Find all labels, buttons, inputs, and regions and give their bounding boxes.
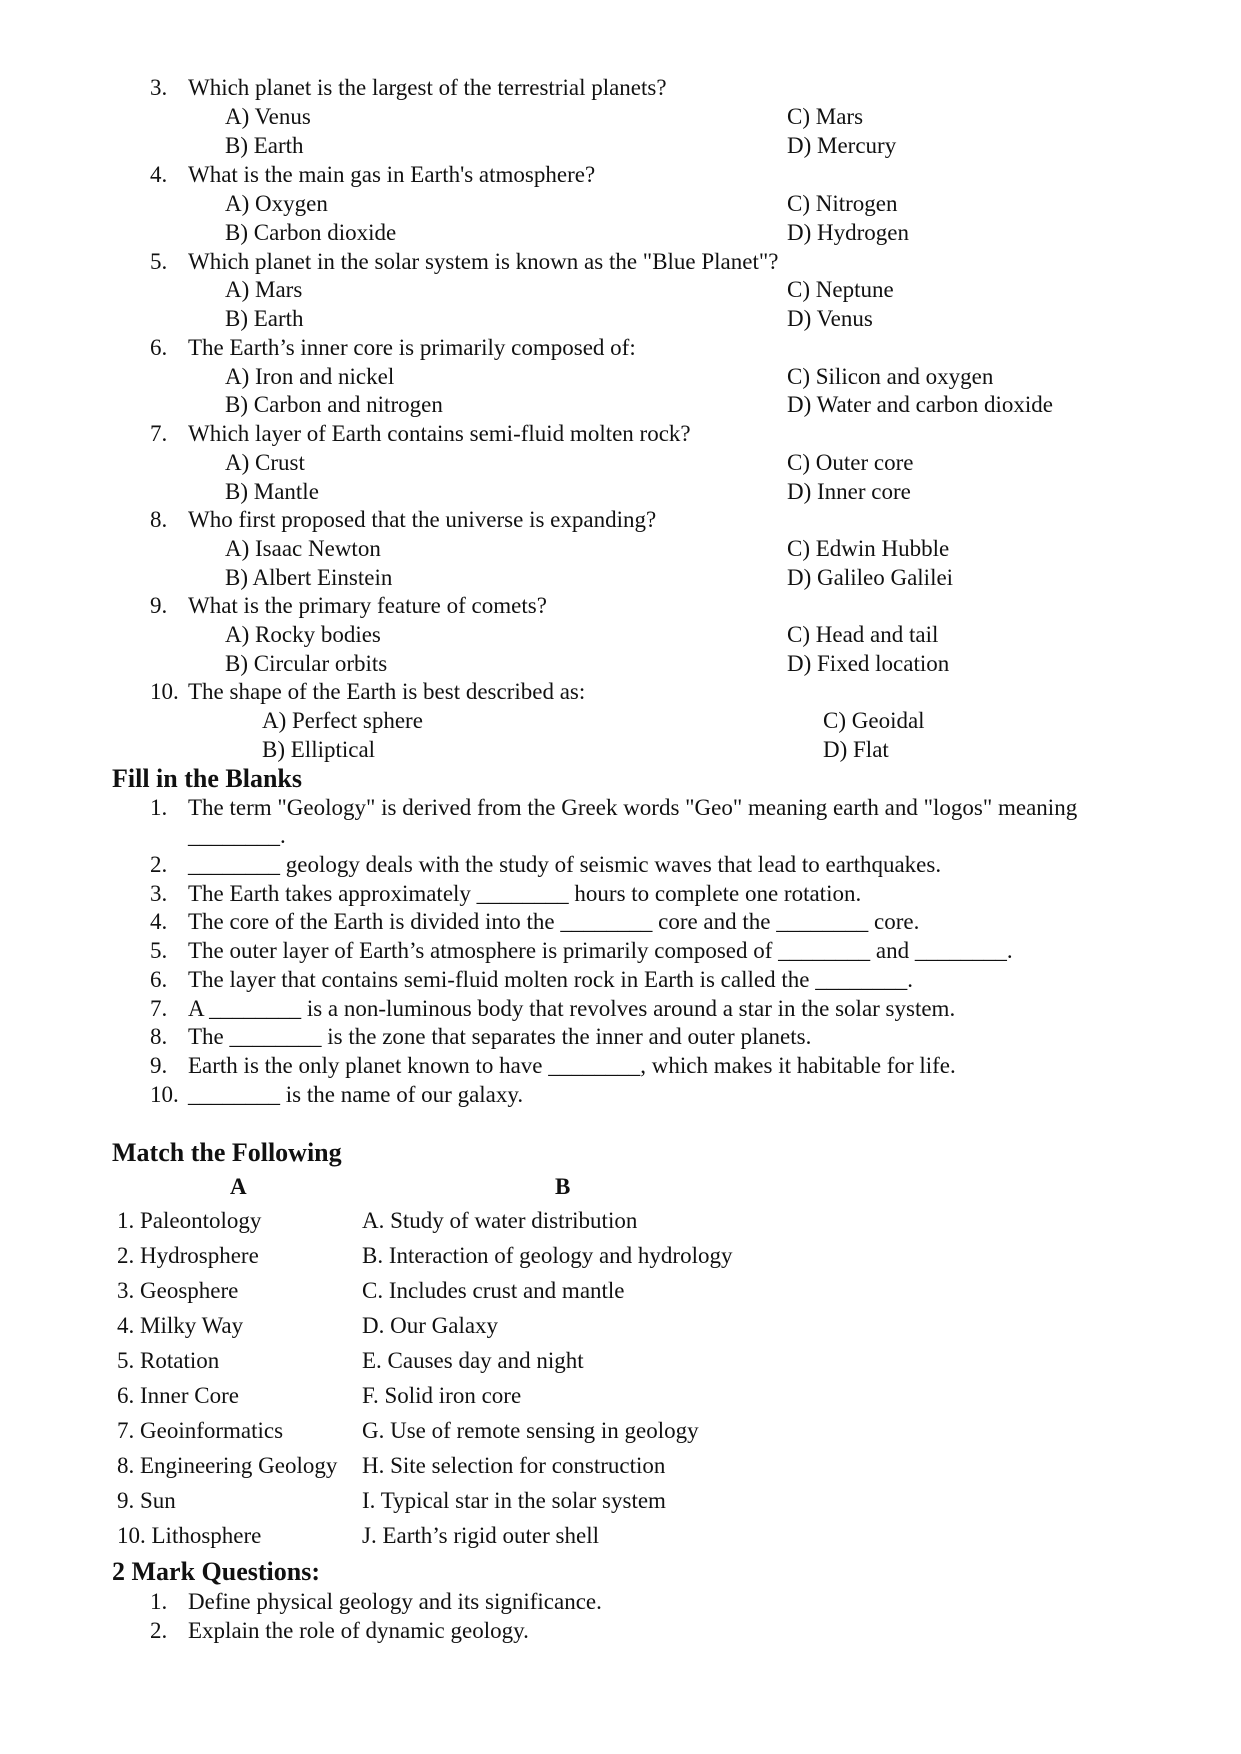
option-c: C) Neptune (787, 277, 894, 302)
option-a: A) Isaac Newton (225, 536, 381, 561)
option-c: C) Edwin Hubble (787, 536, 950, 561)
question-text: The shape of the Earth is best described as: (188, 679, 586, 704)
question-text: Explain the role of dynamic geology. (188, 1618, 529, 1643)
item-number: 5. (150, 938, 168, 963)
item-number: 2. (150, 852, 168, 877)
item-text: The core of the Earth is divided into the ________ core and the ________ core. (188, 909, 920, 934)
item-text: The Earth takes approximately ________ hours to complete one rotation. (188, 881, 862, 906)
option-b: B) Mantle (225, 479, 319, 504)
match-item-a: 10. Lithosphere (117, 1523, 262, 1548)
question-number: 10. (150, 679, 179, 704)
question-number: 9. (150, 593, 168, 618)
match-item-b: D. Our Galaxy (362, 1313, 499, 1338)
option-a: A) Iron and nickel (225, 364, 395, 389)
option-b: B) Carbon and nitrogen (225, 392, 443, 417)
match-item-a: 3. Geosphere (117, 1278, 239, 1303)
option-d: D) Flat (823, 737, 889, 762)
option-c: C) Mars (787, 104, 864, 129)
question-text: Define physical geology and its significance. (188, 1589, 602, 1614)
match-item-a: 6. Inner Core (117, 1383, 239, 1408)
match-item-b: G. Use of remote sensing in geology (362, 1418, 699, 1443)
match-item-a: 1. Paleontology (117, 1208, 262, 1233)
item-number: 3. (150, 881, 168, 906)
option-b: B) Earth (225, 133, 304, 158)
question-number: 1. (150, 1589, 168, 1614)
item-text: ________ is the name of our galaxy. (188, 1082, 524, 1107)
item-number: 10. (150, 1082, 179, 1107)
question-number: 8. (150, 507, 168, 532)
item-number: 7. (150, 996, 168, 1021)
option-a: A) Mars (225, 277, 303, 302)
option-d: D) Galileo Galilei (787, 565, 954, 590)
option-b: B) Earth (225, 306, 304, 331)
item-number: 4. (150, 909, 168, 934)
question-text: Who first proposed that the universe is expanding? (188, 507, 657, 532)
item-text: The term "Geology" is derived from the Greek words "Geo" meaning earth and "logos" meaning (188, 795, 1078, 820)
match-item-a: 7. Geoinformatics (117, 1418, 284, 1443)
question-number: 2. (150, 1618, 168, 1643)
question-number: 4. (150, 162, 168, 187)
option-c: C) Head and tail (787, 622, 939, 647)
match-item-b: H. Site selection for construction (362, 1453, 666, 1478)
item-text: A ________ is a non-luminous body that revolves around a star in the solar system. (188, 996, 956, 1021)
option-a: A) Venus (225, 104, 311, 129)
match-item-a: 5. Rotation (117, 1348, 220, 1373)
question-number: 7. (150, 421, 168, 446)
item-text-continued: ________. (188, 823, 286, 848)
column-b-header: B (555, 1174, 571, 1199)
option-d: D) Hydrogen (787, 220, 909, 245)
option-b: B) Elliptical (262, 737, 376, 762)
match-item-a: 2. Hydrosphere (117, 1243, 259, 1268)
column-a-header: A (230, 1174, 247, 1199)
match-item-b: J. Earth’s rigid outer shell (362, 1523, 599, 1548)
option-a: A) Rocky bodies (225, 622, 381, 647)
option-a: A) Oxygen (225, 191, 328, 216)
option-b: B) Circular orbits (225, 651, 388, 676)
question-number: 5. (150, 249, 168, 274)
match-item-b: F. Solid iron core (362, 1383, 522, 1408)
match-item-b: I. Typical star in the solar system (362, 1488, 666, 1513)
option-d: D) Fixed location (787, 651, 950, 676)
question-text: The Earth’s inner core is primarily composed of: (188, 335, 636, 360)
question-number: 6. (150, 335, 168, 360)
question-text: Which layer of Earth contains semi-fluid molten rock? (188, 421, 691, 446)
option-c: C) Silicon and oxygen (787, 364, 994, 389)
option-b: B) Carbon dioxide (225, 220, 397, 245)
item-text: ________ geology deals with the study of seismic waves that lead to earthquakes. (188, 852, 942, 877)
item-text: The outer layer of Earth’s atmosphere is primarily composed of ________ and ________. (188, 938, 1013, 963)
match-item-a: 9. Sun (117, 1488, 176, 1513)
match-item-a: 4. Milky Way (117, 1313, 244, 1338)
item-number: 6. (150, 967, 168, 992)
item-text: The layer that contains semi-fluid molten rock in Earth is called the ________. (188, 967, 913, 992)
match-item-b: A. Study of water distribution (362, 1208, 638, 1233)
option-c: C) Geoidal (823, 708, 925, 733)
section-heading: Fill in the Blanks (112, 764, 302, 793)
option-d: D) Venus (787, 306, 873, 331)
option-a: A) Crust (225, 450, 305, 475)
option-d: D) Water and carbon dioxide (787, 392, 1053, 417)
option-c: C) Nitrogen (787, 191, 898, 216)
option-c: C) Outer core (787, 450, 914, 475)
item-text: The ________ is the zone that separates the inner and outer planets. (188, 1024, 812, 1049)
match-item-b: B. Interaction of geology and hydrology (362, 1243, 733, 1268)
question-text: What is the primary feature of comets? (188, 593, 547, 618)
section-heading: 2 Mark Questions: (112, 1557, 320, 1586)
match-item-b: E. Causes day and night (362, 1348, 584, 1373)
item-number: 8. (150, 1024, 168, 1049)
option-d: D) Mercury (787, 133, 897, 158)
item-number: 9. (150, 1053, 168, 1078)
question-text: What is the main gas in Earth's atmosphere? (188, 162, 596, 187)
item-text: Earth is the only planet known to have ________, which makes it habitable for life. (188, 1053, 956, 1078)
option-b: B) Albert Einstein (225, 565, 393, 590)
item-number: 1. (150, 795, 168, 820)
match-item-a: 8. Engineering Geology (117, 1453, 338, 1478)
question-text: Which planet is the largest of the terrestrial planets? (188, 75, 667, 100)
section-heading: Match the Following (112, 1138, 342, 1167)
option-d: D) Inner core (787, 479, 911, 504)
option-a: A) Perfect sphere (262, 708, 423, 733)
match-item-b: C. Includes crust and mantle (362, 1278, 625, 1303)
question-text: Which planet in the solar system is known as the "Blue Planet"? (188, 249, 779, 274)
question-number: 3. (150, 75, 168, 100)
